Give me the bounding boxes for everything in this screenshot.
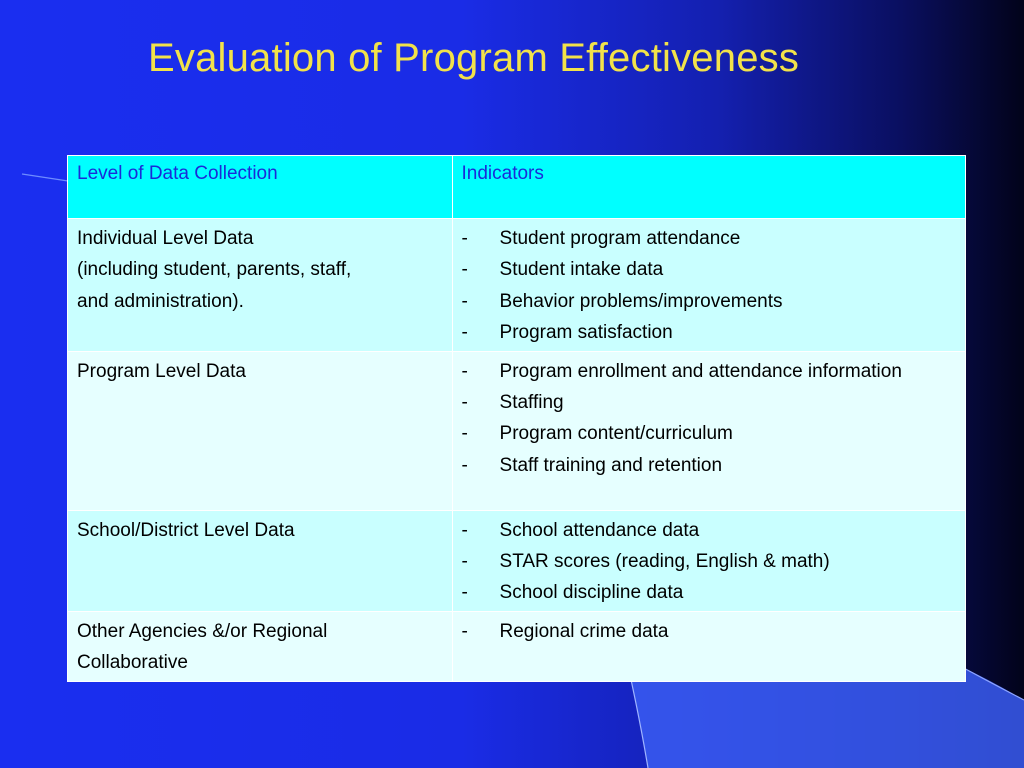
list-item (462, 450, 956, 481)
indicators-cell (452, 351, 965, 510)
level-text: (including student, parents, staff, (77, 259, 352, 281)
indicators-cell (452, 219, 965, 352)
table-row (68, 510, 966, 611)
level-cell (68, 611, 453, 681)
list-item (462, 356, 956, 387)
list-item (462, 317, 956, 348)
list-item (462, 254, 956, 285)
list-item (462, 286, 956, 317)
indicator-text: Regional crime data (499, 620, 669, 642)
indicator-text: Staff training and retention (499, 454, 723, 476)
accent-line (22, 174, 68, 181)
header-indicators: Indicators (452, 156, 965, 219)
level-text: and administration). (77, 290, 244, 312)
level-cell (68, 510, 453, 611)
indicator-text: Program content/curriculum (499, 423, 733, 445)
bullet: - (461, 454, 468, 476)
indicator-text: School discipline data (499, 582, 684, 604)
bullet: - (461, 322, 468, 344)
bullet: - (461, 582, 468, 604)
level-text: Individual Level Data (77, 228, 254, 249)
bullet: - (461, 392, 468, 414)
indicator-text: Student program attendance (499, 228, 741, 249)
list-item (462, 418, 956, 449)
indicator-list (462, 616, 956, 647)
bullet: - (461, 620, 468, 642)
table-row (68, 219, 966, 352)
bullet: - (461, 551, 468, 573)
indicators-cell (452, 510, 965, 611)
level-text: Collaborative (77, 652, 188, 674)
indicator-list (462, 223, 956, 349)
bullet: - (461, 290, 468, 312)
indicator-text: Behavior problems/improvements (499, 290, 783, 312)
list-item (462, 616, 956, 647)
indicator-text: School attendance data (499, 519, 700, 541)
indicator-text: Program satisfaction (499, 322, 673, 344)
header-row (68, 156, 966, 219)
indicator-text: Student intake data (499, 259, 664, 281)
level-text: Program Level Data (77, 360, 246, 382)
indicator-list (462, 356, 956, 482)
list-item (462, 546, 956, 577)
table-row (68, 611, 966, 681)
indicator-list (462, 515, 956, 609)
level-cell (68, 351, 453, 510)
bullet: - (461, 423, 468, 445)
list-item (462, 223, 956, 254)
table-row (68, 351, 966, 510)
bullet: - (461, 259, 468, 281)
indicator-text: STAR scores (reading, English & math) (499, 551, 830, 573)
indicator-text: Staffing (499, 392, 564, 414)
level-text: School/District Level Data (77, 519, 295, 541)
list-item (462, 387, 956, 418)
slide-title: Evaluation of Program Effectiveness (148, 36, 800, 80)
header-level: Level of Data Collection (68, 156, 453, 219)
data-collection-table (67, 155, 966, 682)
level-cell (68, 219, 453, 352)
indicators-cell (452, 611, 965, 681)
list-item (462, 577, 956, 608)
bullet: - (461, 228, 468, 249)
level-text: Other Agencies &/or Regional (77, 620, 328, 642)
bullet: - (461, 360, 468, 382)
bullet: - (461, 519, 468, 541)
indicator-text: Program enrollment and attendance information (499, 360, 902, 382)
list-item (462, 515, 956, 546)
